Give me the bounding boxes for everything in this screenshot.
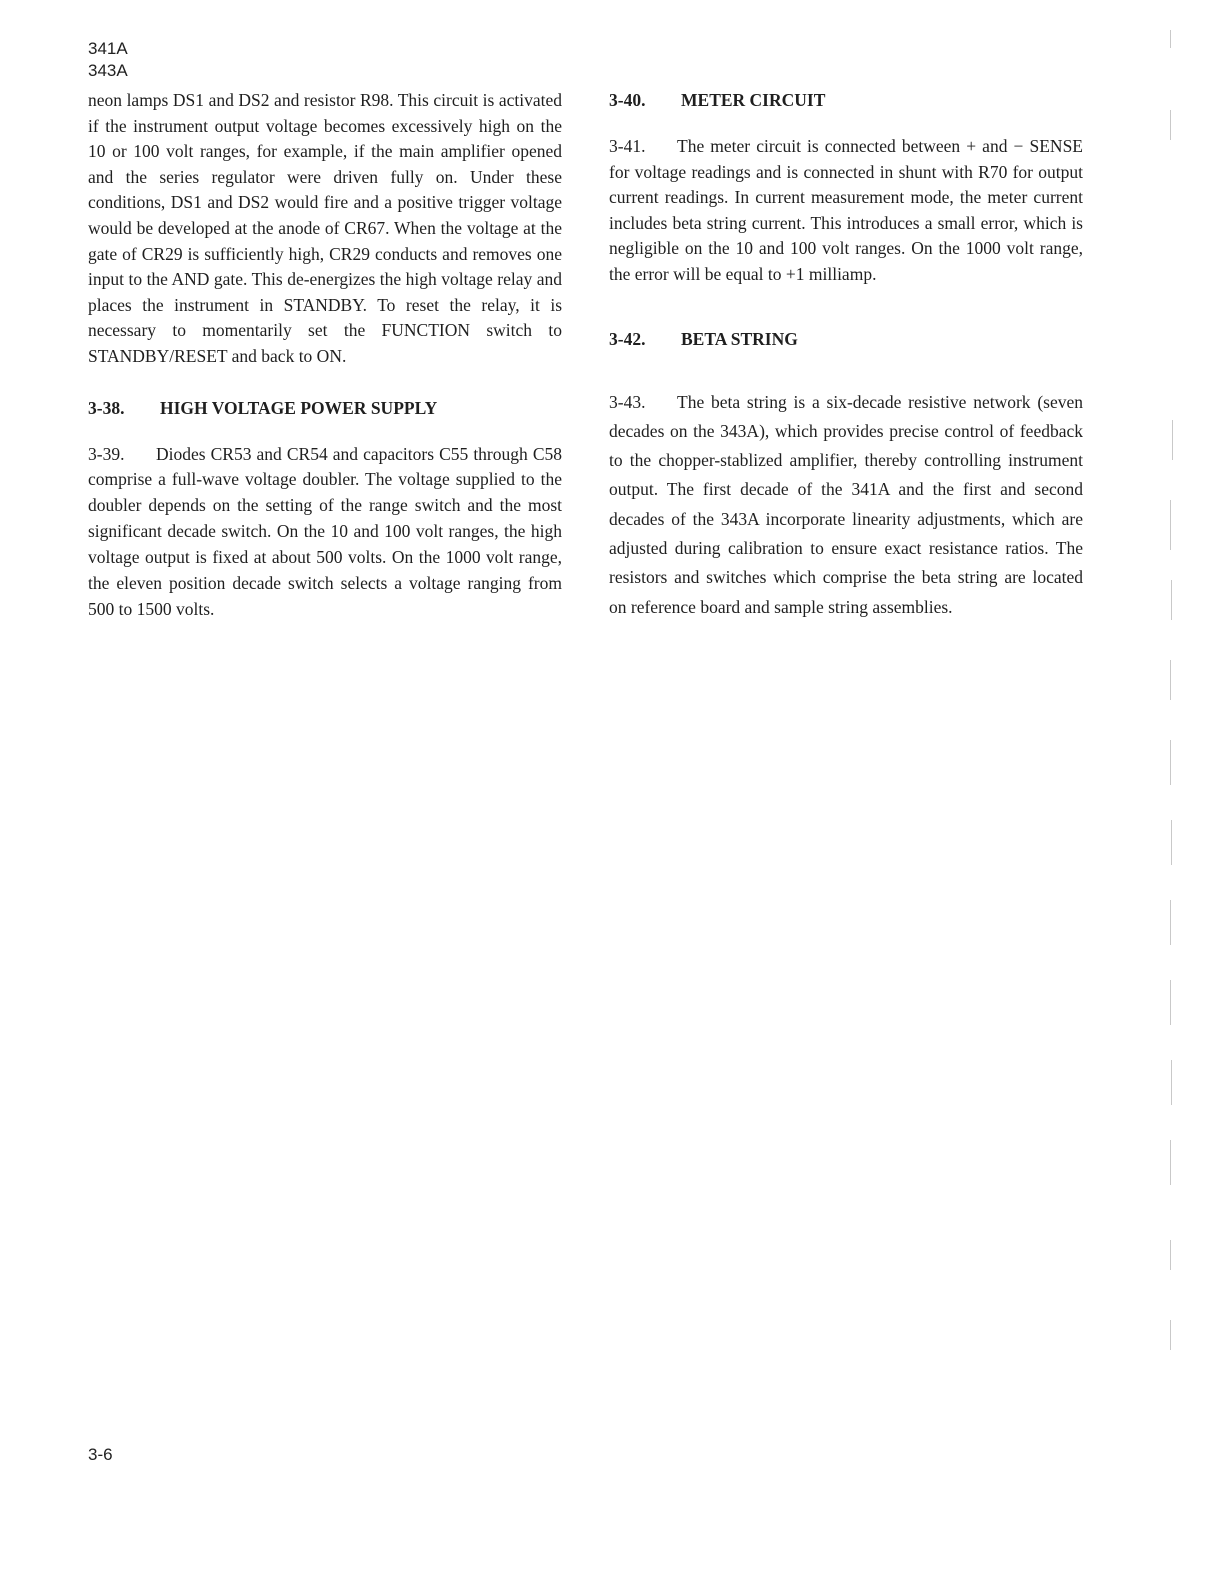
right-column <box>609 88 1083 622</box>
scan-mark <box>1170 660 1171 700</box>
left-column <box>88 88 562 623</box>
scan-mark <box>1170 500 1171 550</box>
paragraph-text: Diodes CR53 and CR54 and capacitors C55 through C58 comprise a full-wave voltage doubler. The voltage supplied to the doubler depends on the setting of the range switch and the most significant decade switch. On the 10 and 100 volt ranges, the high voltage output is fixed at about 500 volts. On the 1000 volt range, the eleven position decade switch selects a voltage ranging from 500 to 1500 volts. <box>88 443 562 619</box>
page-number: 3-6 <box>88 1445 113 1464</box>
section-title: METER CIRCUIT <box>681 90 826 110</box>
continued-paragraph: neon lamps DS1 and DS2 and resistor R98. This circuit is activated if the instrument output voltage becomes excessively high on the 10 or 100 volt ranges, for example, if the main amplifier opened and the series regulator were driven fully on. Under these conditions, DS1 and DS2 would fire and a positive trigger voltage would be developed at the anode of CR67. When the voltage at the gate of CR29 is sufficiently high, CR29 conducts and removes one input to the AND gate. This de-energizes the high voltage relay and places the instrument in STANDBY. To reset the relay, it is necessary to momentarily set the FUNCTION switch to STANDBY/RESET and back to ON. <box>88 90 562 366</box>
paragraph-number: 3-41. <box>609 136 646 156</box>
model-header <box>88 38 128 82</box>
paragraph-number: 3-39. <box>88 443 125 464</box>
scan-mark <box>1171 1060 1172 1105</box>
scan-mark <box>1170 110 1171 140</box>
scan-mark <box>1170 980 1171 1025</box>
scan-mark <box>1171 580 1172 620</box>
paragraph-number: 3-43. <box>609 391 646 412</box>
scan-mark <box>1171 820 1172 865</box>
scan-mark <box>1170 900 1171 945</box>
paragraph-text: The meter circuit is connected between + and − SENSE for voltage readings and is connected in shunt with R70 for output current readings. In current measurement mode, the meter current includes beta string current. This introduces a small error, which is negligible on the 10 and 100 volt ranges. On the 1000 volt range, the error will be equal to +1 milliamp. <box>609 136 1083 284</box>
scan-edge-artifacts <box>1160 0 1200 1586</box>
scan-mark <box>1170 1240 1171 1270</box>
section-heading-3-38 <box>88 396 562 421</box>
paragraph-3-41 <box>609 134 1083 288</box>
paragraph-3-43 <box>609 388 1083 622</box>
section-number: 3-38. <box>88 397 125 418</box>
model-number-341a: 341A <box>88 39 128 58</box>
section-number: 3-40. <box>609 90 646 110</box>
scan-mark <box>1170 1140 1171 1185</box>
section-title: HIGH VOLTAGE POWER SUPPLY <box>160 397 438 418</box>
section-number: 3-42. <box>609 328 646 349</box>
paragraph-text: The beta string is a six-decade resistive network (seven decades on the 343A), which provides precise control of feedback to the chopper-stablized amplifier, thereby controlling instrument output. The first decade of the 341A and the first and second decades of the 343A incorporate linearity adjustments, which are adjusted during calibration to ensure exact resistance ratios. The resistors and switches which comprise the beta string are located on reference board and sample string assemblies. <box>609 391 1083 617</box>
paragraph-3-39 <box>88 442 562 623</box>
section-heading-3-40 <box>609 88 1083 113</box>
scan-mark <box>1172 420 1173 460</box>
section-title: BETA STRING <box>681 328 798 349</box>
scan-mark <box>1170 30 1171 48</box>
section-heading-3-42 <box>609 327 1083 352</box>
scan-mark <box>1170 740 1171 785</box>
model-number-343a: 343A <box>88 61 128 80</box>
scan-mark <box>1170 1320 1171 1350</box>
